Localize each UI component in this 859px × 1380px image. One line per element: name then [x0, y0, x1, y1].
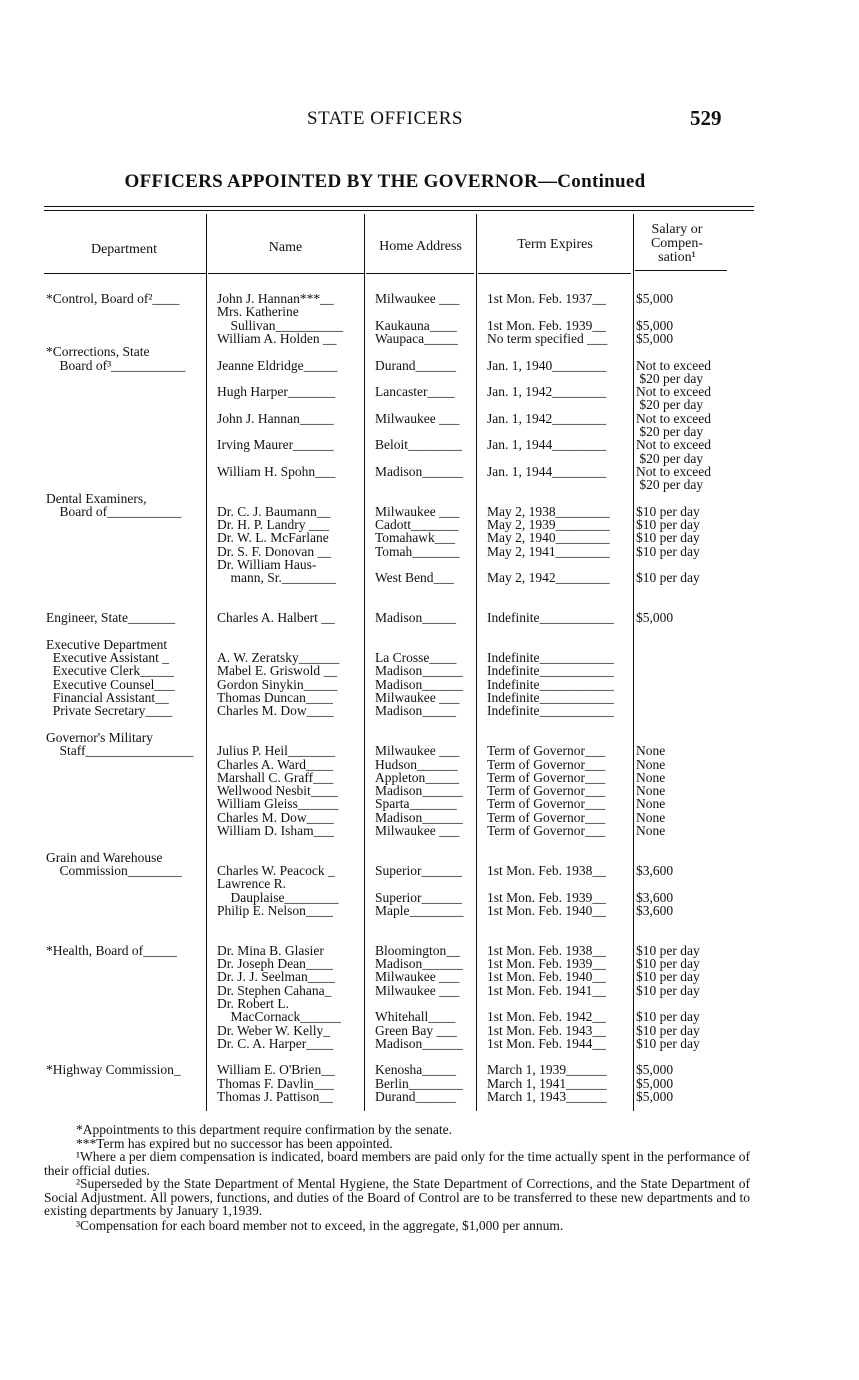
name-cell: Dauplaise________: [217, 890, 339, 905]
table-row: [0, 970, 859, 984]
table-row: [0, 811, 859, 825]
footnote: ¹Where a per diem compensation is indicated, board members are paid only for the time actually spent in the performance of their official duties.: [44, 1149, 750, 1178]
table-row: [0, 997, 859, 1011]
term-expires-cell: Jan. 1, 1942________: [487, 385, 607, 400]
term-expires-cell: No term specified ___: [487, 331, 608, 346]
home-address-cell: Bloomington__: [375, 943, 460, 958]
table-row: [0, 944, 859, 958]
term-expires-cell: May 2, 1942________: [487, 571, 610, 586]
home-address-cell: Madison_____: [375, 704, 456, 719]
department-cell: Executive Clerk_____: [46, 664, 174, 679]
home-address-cell: Tomahawk___: [375, 531, 456, 546]
table-row: [0, 492, 859, 506]
salary-cell: $3,600: [636, 863, 674, 878]
home-address-cell: Tomah_______: [375, 544, 460, 559]
name-cell: Dr. J. J. Seelman____: [217, 970, 335, 985]
table-row: [0, 571, 859, 585]
home-address-cell: Durand______: [375, 1090, 456, 1104]
column-header-term-expires: Term Expires: [517, 237, 593, 252]
name-cell: John J. Hannan***__: [217, 292, 334, 306]
column-header-name: Name: [268, 240, 303, 255]
name-cell: Philip E. Nelson____: [217, 903, 333, 918]
term-expires-cell: Jan. 1, 1944________: [487, 438, 607, 453]
term-expires-cell: 1st Mon. Feb. 1938__: [487, 863, 606, 878]
footnote: *Appointments to this department require confirmation by the senate.: [76, 1122, 453, 1137]
name-cell: Mrs. Katherine: [217, 305, 299, 320]
name-cell: Julius P. Heil_______: [217, 744, 336, 759]
salary-cell: $20 per day: [636, 451, 704, 466]
table-row: [0, 824, 859, 838]
table-row: [0, 771, 859, 785]
name-cell: Mabel E. Griswold __: [217, 664, 337, 679]
term-expires-cell: Jan. 1, 1942________: [487, 411, 607, 426]
table-row: [0, 1077, 859, 1091]
page-number: 529: [690, 106, 722, 130]
name-cell: Thomas J. Pattison__: [217, 1090, 333, 1104]
table-row: [0, 904, 859, 918]
salary-cell: $10 per day: [636, 983, 700, 998]
home-address-cell: Milwaukee ___: [375, 411, 460, 426]
name-cell: Charles M. Dow____: [217, 704, 334, 719]
table-row: [0, 784, 859, 798]
table-row: [0, 837, 859, 851]
name-cell: Hugh Harper_______: [217, 385, 336, 400]
term-expires-cell: 1st Mon. Feb. 1939__: [487, 957, 606, 971]
name-cell: Sullivan__________: [217, 318, 344, 333]
department-cell: Governor's Military: [46, 730, 154, 745]
term-expires-cell: 1st Mon. Feb. 1940__: [487, 970, 606, 985]
table-row: [0, 585, 859, 599]
name-cell: John J. Hannan_____: [217, 411, 334, 426]
term-expires-cell: 1st Mon. Feb. 1941__: [487, 983, 606, 998]
home-address-cell: Waupaca_____: [375, 331, 458, 346]
salary-cell: None: [636, 784, 666, 799]
table-row: [0, 744, 859, 758]
term-expires-cell: 1st Mon. Feb. 1939__: [487, 318, 606, 333]
table-row: [0, 531, 859, 545]
term-expires-cell: 1st Mon. Feb. 1940__: [487, 903, 606, 918]
department-cell: *Highway Commission_: [46, 1063, 181, 1078]
home-address-cell: Superior______: [375, 863, 462, 878]
salary-cell: None: [636, 797, 666, 812]
salary-cell: Not to exceed: [636, 438, 711, 453]
name-cell: William Gleiss______: [217, 797, 339, 812]
term-expires-cell: Indefinite___________: [487, 664, 614, 679]
term-expires-cell: 1st Mon. Feb. 1942__: [487, 1010, 606, 1025]
salary-cell: None: [636, 757, 666, 772]
table-row: [0, 1090, 859, 1104]
salary-cell: None: [636, 770, 666, 785]
term-expires-cell: 1st Mon. Feb. 1939__: [487, 890, 606, 905]
table-row: [0, 704, 859, 718]
table-row: [0, 292, 859, 306]
table-row: [0, 731, 859, 745]
table-row: [0, 1050, 859, 1064]
term-expires-cell: Term of Governor___: [487, 744, 606, 759]
home-address-cell: Beloit________: [375, 438, 462, 453]
table-row: [0, 877, 859, 891]
department-cell: Executive Department: [46, 637, 168, 652]
term-expires-cell: Term of Governor___: [487, 784, 606, 799]
department-cell: Executive Assistant _: [46, 651, 169, 666]
home-address-cell: Milwaukee ___: [375, 744, 460, 759]
salary-cell: Not to exceed: [636, 411, 711, 426]
salary-cell: $5,000: [636, 1090, 674, 1104]
home-address-cell: Hudson______: [375, 757, 458, 772]
table-row: [0, 518, 859, 532]
home-address-cell: Superior______: [375, 890, 462, 905]
table-row: [0, 797, 859, 811]
term-expires-cell: May 2, 1938________: [487, 504, 610, 519]
home-address-cell: West Bend___: [375, 571, 454, 586]
name-cell: Charles W. Peacock _: [217, 863, 335, 878]
table-row: [0, 691, 859, 705]
salary-cell: Not to exceed: [636, 385, 711, 400]
department-cell: Staff________________: [46, 744, 194, 759]
table-row: [0, 505, 859, 519]
table-row: [0, 412, 859, 426]
salary-cell: $10 per day: [636, 1023, 700, 1038]
home-address-cell: Madison_____: [375, 611, 456, 626]
term-expires-cell: Term of Governor___: [487, 824, 606, 838]
name-cell: Jeanne Eldridge_____: [217, 358, 338, 373]
table-row: [0, 611, 859, 625]
name-cell: Dr. Weber W. Kelly_: [217, 1023, 331, 1038]
term-expires-cell: Indefinite___________: [487, 704, 614, 719]
table-row: [0, 718, 859, 732]
department-cell: Board of___________: [46, 504, 182, 519]
table-row: [0, 851, 859, 865]
salary-cell: Not to exceed: [636, 464, 711, 479]
term-expires-cell: 1st Mon. Feb. 1944__: [487, 1036, 606, 1051]
salary-cell: $20 per day: [636, 478, 704, 493]
home-address-cell: Madison______: [375, 784, 463, 799]
department-cell: *Health, Board of_____: [46, 943, 177, 958]
term-expires-cell: Indefinite___________: [487, 677, 614, 692]
name-cell: Dr. H. P. Landry ___: [217, 518, 330, 533]
department-cell: Financial Assistant__: [46, 691, 169, 705]
department-cell: Dental Examiners,: [46, 491, 147, 506]
table-row: [0, 1063, 859, 1077]
home-address-cell: Madison______: [375, 810, 463, 825]
table-row: [0, 678, 859, 692]
running-header-title: STATE OFFICERS: [307, 108, 463, 129]
home-address-cell: Berlin________: [375, 1076, 463, 1091]
salary-cell: $10 per day: [636, 957, 700, 971]
salary-cell: $20 per day: [636, 425, 704, 439]
salary-cell: $5,000: [636, 611, 674, 626]
name-cell: Charles M. Dow____: [217, 810, 334, 825]
name-cell: Dr. Joseph Dean____: [217, 957, 333, 971]
home-address-cell: Maple________: [375, 903, 464, 918]
name-cell: William A. Holden __: [217, 331, 337, 346]
table-row: [0, 598, 859, 612]
name-cell: Dr. C. A. Harper____: [217, 1036, 334, 1051]
name-cell: Thomas Duncan____: [217, 691, 333, 705]
table-row: [0, 1010, 859, 1024]
home-address-cell: Milwaukee ___: [375, 504, 460, 519]
table-row: [0, 1037, 859, 1051]
table-row: [0, 465, 859, 479]
table-row: [0, 930, 859, 944]
salary-cell: None: [636, 824, 666, 838]
table-row: [0, 319, 859, 333]
column-header-home-address: Home Address: [379, 239, 462, 254]
term-expires-cell: Indefinite___________: [487, 611, 614, 626]
home-address-cell: Milwaukee ___: [375, 824, 460, 838]
table-row: [0, 372, 859, 386]
table-row: [0, 891, 859, 905]
name-cell: MacCornack______: [217, 1010, 341, 1025]
term-expires-cell: May 2, 1941________: [487, 544, 610, 559]
table-row: [0, 332, 859, 346]
name-cell: Dr. Stephen Cahana_: [217, 983, 332, 998]
term-expires-cell: Term of Governor___: [487, 797, 606, 812]
home-address-cell: Green Bay ___: [375, 1023, 457, 1038]
name-cell: mann, Sr.________: [217, 571, 336, 586]
name-cell: Gordon Sinykin_____: [217, 677, 338, 692]
name-cell: Wellwood Nesbit____: [217, 784, 338, 799]
salary-cell: $5,000: [636, 1076, 674, 1091]
name-cell: Marshall C. Graff___: [217, 770, 334, 785]
term-expires-cell: Indefinite___________: [487, 691, 614, 705]
department-cell: Private Secretary____: [46, 704, 173, 719]
salary-cell: $3,600: [636, 903, 674, 918]
table-row: [0, 452, 859, 466]
salary-cell: $10 per day: [636, 544, 700, 559]
salary-cell: $10 per day: [636, 571, 700, 586]
term-expires-cell: Jan. 1, 1944________: [487, 464, 607, 479]
table-row: [0, 305, 859, 319]
term-expires-cell: Jan. 1, 1940________: [487, 358, 607, 373]
name-cell: Irving Maurer______: [217, 438, 334, 453]
salary-cell: $10 per day: [636, 518, 700, 533]
name-cell: William E. O'Brien__: [217, 1063, 335, 1078]
home-address-cell: Cadott_______: [375, 518, 459, 533]
home-address-cell: Appleton_____: [375, 770, 459, 785]
home-address-cell: Madison______: [375, 957, 463, 971]
salary-cell: $10 per day: [636, 531, 700, 546]
table-row: [0, 864, 859, 878]
table-row: [0, 359, 859, 373]
term-expires-cell: Term of Governor___: [487, 757, 606, 772]
term-expires-cell: Term of Governor___: [487, 770, 606, 785]
salary-cell: $10 per day: [636, 1010, 700, 1025]
name-cell: Charles A. Ward____: [217, 757, 334, 772]
name-cell: Thomas F. Davlin___: [217, 1076, 335, 1091]
department-cell: Executive Counsel___: [46, 677, 175, 692]
name-cell: Dr. C. J. Baumann__: [217, 504, 331, 519]
salary-cell: $5,000: [636, 318, 674, 333]
salary-cell: $20 per day: [636, 371, 704, 386]
table-row: [0, 1024, 859, 1038]
table-row: [0, 651, 859, 665]
salary-cell: Not to exceed: [636, 358, 711, 373]
name-cell: William D. Isham___: [217, 824, 334, 838]
name-cell: Lawrence R.: [217, 877, 286, 892]
salary-cell: None: [636, 744, 666, 759]
term-expires-cell: Term of Governor___: [487, 810, 606, 825]
table-row: [0, 545, 859, 559]
home-address-cell: Sparta_______: [375, 797, 457, 812]
table-row: [0, 425, 859, 439]
name-cell: William H. Spohn___: [217, 464, 336, 479]
table-row: [0, 625, 859, 639]
home-address-cell: Madison______: [375, 677, 463, 692]
table-row: [0, 957, 859, 971]
table-row: [0, 758, 859, 772]
department-cell: Engineer, State_______: [46, 611, 176, 626]
term-expires-cell: 1st Mon. Feb. 1937__: [487, 292, 606, 306]
department-cell: *Corrections, State: [46, 345, 150, 360]
term-expires-cell: 1st Mon. Feb. 1938__: [487, 943, 606, 958]
department-cell: Board of³___________: [46, 358, 186, 373]
table-row: [0, 984, 859, 998]
salary-cell: $10 per day: [636, 943, 700, 958]
table-row: [0, 438, 859, 452]
salary-cell: $10 per day: [636, 970, 700, 985]
salary-cell: $10 per day: [636, 1036, 700, 1051]
salary-cell: $5,000: [636, 1063, 674, 1078]
home-address-cell: Milwaukee ___: [375, 292, 460, 306]
name-cell: Dr. S. F. Donovan __: [217, 544, 332, 559]
term-expires-cell: March 1, 1943______: [487, 1090, 607, 1104]
name-cell: Dr. W. L. McFarlane: [217, 531, 329, 546]
salary-cell: $5,000: [636, 292, 674, 306]
section-title: OFFICERS APPOINTED BY THE GOVERNOR—Continued: [124, 171, 646, 192]
salary-cell: $10 per day: [636, 504, 700, 519]
home-address-cell: Madison______: [375, 664, 463, 679]
name-cell: Dr. Robert L.: [217, 996, 289, 1011]
name-cell: Dr. Mina B. Glasier: [217, 943, 324, 958]
home-address-cell: Durand______: [375, 358, 456, 373]
table-row: [0, 398, 859, 412]
home-address-cell: La Crosse____: [375, 651, 457, 666]
home-address-cell: Lancaster____: [375, 385, 455, 400]
home-address-cell: Milwaukee ___: [375, 691, 460, 705]
home-address-cell: Whitehall____: [375, 1010, 456, 1025]
salary-cell: $3,600: [636, 890, 674, 905]
name-cell: Charles A. Halbert __: [217, 611, 335, 626]
table-row: [0, 478, 859, 492]
term-expires-cell: May 2, 1939________: [487, 518, 610, 533]
term-expires-cell: March 1, 1939______: [487, 1063, 607, 1078]
footnote: ²Superseded by the State Department of Mental Hygiene, the State Department of Corrections, and the State Department of Social Adjustment. All powers, functions, and duties of the Board of Control are to be transferred to these new departments and to existing departments by January 1,1939.: [44, 1176, 750, 1218]
table-row: [0, 558, 859, 572]
column-header-department: Department: [90, 242, 158, 257]
home-address-cell: Kaukauna____: [375, 318, 457, 333]
term-expires-cell: March 1, 1941______: [487, 1076, 607, 1091]
department-cell: Grain and Warehouse: [46, 850, 163, 865]
department-cell: *Control, Board of²____: [46, 292, 180, 306]
home-address-cell: Madison______: [375, 464, 463, 479]
name-cell: A. W. Zeratsky______: [217, 651, 340, 666]
department-cell: Commission________: [46, 863, 182, 878]
home-address-cell: Madison______: [375, 1036, 463, 1051]
home-address-cell: Kenosha_____: [375, 1063, 456, 1078]
term-expires-cell: May 2, 1940________: [487, 531, 610, 546]
table-row: [0, 638, 859, 652]
term-expires-cell: 1st Mon. Feb. 1943__: [487, 1023, 606, 1038]
table-row: [0, 345, 859, 359]
footnote: ***Term has expired but no successor has been appointed.: [76, 1136, 393, 1151]
footnote: ³Compensation for each board member not to exceed, in the aggregate, $1,000 per annum.: [76, 1218, 564, 1233]
table-row: [0, 917, 859, 931]
table-row: [0, 664, 859, 678]
term-expires-cell: Indefinite___________: [487, 651, 614, 666]
home-address-cell: Milwaukee ___: [375, 970, 460, 985]
name-cell: Dr. William Haus-: [217, 558, 317, 572]
salary-cell: $20 per day: [636, 398, 704, 413]
column-header-salary: Salary or Compen- sation¹: [650, 222, 704, 265]
home-address-cell: Milwaukee ___: [375, 983, 460, 998]
salary-cell: None: [636, 810, 666, 825]
salary-cell: $5,000: [636, 331, 674, 346]
table-row: [0, 385, 859, 399]
